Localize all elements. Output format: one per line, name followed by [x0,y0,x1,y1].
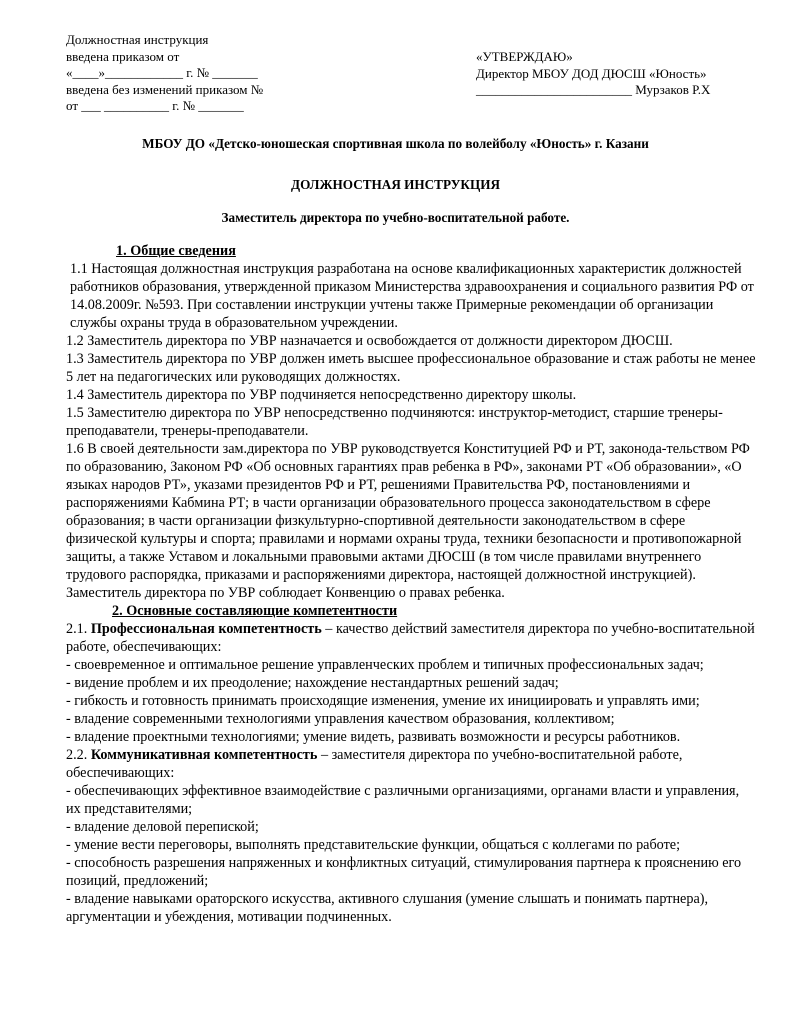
approval-header-left [66,32,396,115]
competence-term: Коммуникативная компетентность [90,747,318,763]
bullet-item: - видение проблем и их преодоление; нахождение нестандартных решений задач; [66,675,559,691]
header-right-line: ________________________ Мурзаков Р.Х [476,82,711,97]
approval-header-right [476,49,776,99]
bullet-item: - умение вести переговоры, выполнять представительские функции, общаться с коллегами по работе; [66,837,681,853]
competence-description: – заместителя директора по учебно-воспитательной работе, обеспечивающих: [66,747,683,781]
header-right-line: Директор МБОУ ДОД ДЮСШ «Юность» [476,65,707,81]
competence-paragraph [66,746,756,782]
paragraph: 1.2 Заместитель директора по УВР назначается и освобождается от должности директором ДЮСШ. [66,333,673,349]
competence-paragraph [66,620,756,656]
bullet-item: - своевременное и оптимальное решение управленческих проблем и типичных профессиональных задач; [66,657,704,673]
paragraph: 1.3 Заместитель директора по УВР должен иметь высшее профессиональное образование и стаж работы не менее 5 лет на педагогических или руководящих должностях. [66,351,756,385]
bullet-item: - способность разрешения напряженных и конфликтных ситуаций, стимулирования партнера к прояснению его позиций, предложений; [66,855,742,889]
header-left-line: Должностная инструкция [66,32,209,47]
header-left-line: введена без изменений приказом № [66,81,264,97]
paragraph: 1.1 Настоящая должностная инструкция разработана на основе квалификационных характеристик должностей работников образования, утвержденной приказом Министерства здравоохранения и социального развития РФ от 14.08.2009г. №593. При составлении инструкции учтены также Примерные рекомендации об организации службы охраны труда в образовательном учреждении. [70,261,754,331]
bullet-item: - владение проектными технологиями; умение видеть, развивать возможности и ресурсы работников. [66,729,681,745]
bullet-item: - владение современными технологиями управления качеством образования, коллективом; [66,711,615,727]
paragraph: Заместитель директора по УВР соблюдает Конвенцию о правах ребенка. [66,585,505,601]
bullet-item: - владение деловой перепиской; [66,819,259,835]
bullet-item: - обеспечивающих эффективное взаимодействие с различными организациями, органами власти и управления, их представителями; [66,783,740,817]
organization-name: МБОУ ДО «Детско-юношеская спортивная школа по волейболу «Юность» г. Казани [142,136,649,151]
item-number: 2.2. [66,747,88,763]
competence-term: Профессиональная компетентность [90,621,322,637]
header-left-line: введена приказом от [66,48,180,64]
header-left-line: «____»____________ г. № _______ [66,65,258,80]
section-1-title: 1. Общие сведения [116,243,236,259]
bullet-item: - гибкость и готовность принимать происходящие изменения, умение их инициировать и управлять ими; [66,693,700,709]
header-left-line: от ___ __________ г. № _______ [66,98,244,113]
document-title: ДОЛЖНОСТНАЯ ИНСТРУКЦИЯ [291,177,500,192]
paragraph: 1.5 Заместителю директора по УВР непосредственно подчиняются: инструктор-методист, старшие тренеры-преподаватели, тренеры-преподаватели. [66,405,723,439]
section-2-title: 2. Основные составляющие компетентности [112,603,398,619]
competence-description: – качество действий заместителя директора по учебно-воспитательной работе, обеспечивающих: [66,621,755,655]
bullet-item: - владение навыками ораторского искусства, активного слушания (умение слышать и понимать партнера), аргументации и убеждения, мотивации подчиненных. [66,891,709,925]
paragraph: 1.4 Заместитель директора по УВР подчиняется непосредственно директору школы. [66,387,577,403]
paragraph: 1.6 В своей деятельности зам.директора по УВР руководствуется Конституцией РФ и РТ, законода-тельством РФ по образованию, Законом РФ «Об основных гарантиях прав ребенка в РФ», законами РТ «Об образовании», «О языках народов РТ», указами президентов РФ и РТ, решениями Правительства РФ, постановлениями и распоряжениями Кабмина РТ; в части организации образовательного процесса законодательством в сфере образования; в части организации физкультурно-спортивной деятельности законодательством в сфере физической культуры и спорта; правилами и нормами охраны труда, техники безопасности и противопожарной защиты, а также Уставом и локальными правовыми актами ДЮСШ (в том числе правилами внутреннего трудового распорядка, приказами и распоряжениями директора, настоящей должностной инструкцией). [66,441,750,583]
item-number: 2.1. [66,621,88,637]
header-right-line: «УТВЕРЖДАЮ» [476,49,573,64]
position-title: Заместитель директора по учебно-воспитательной работе. [221,210,570,225]
document-body [66,242,756,926]
